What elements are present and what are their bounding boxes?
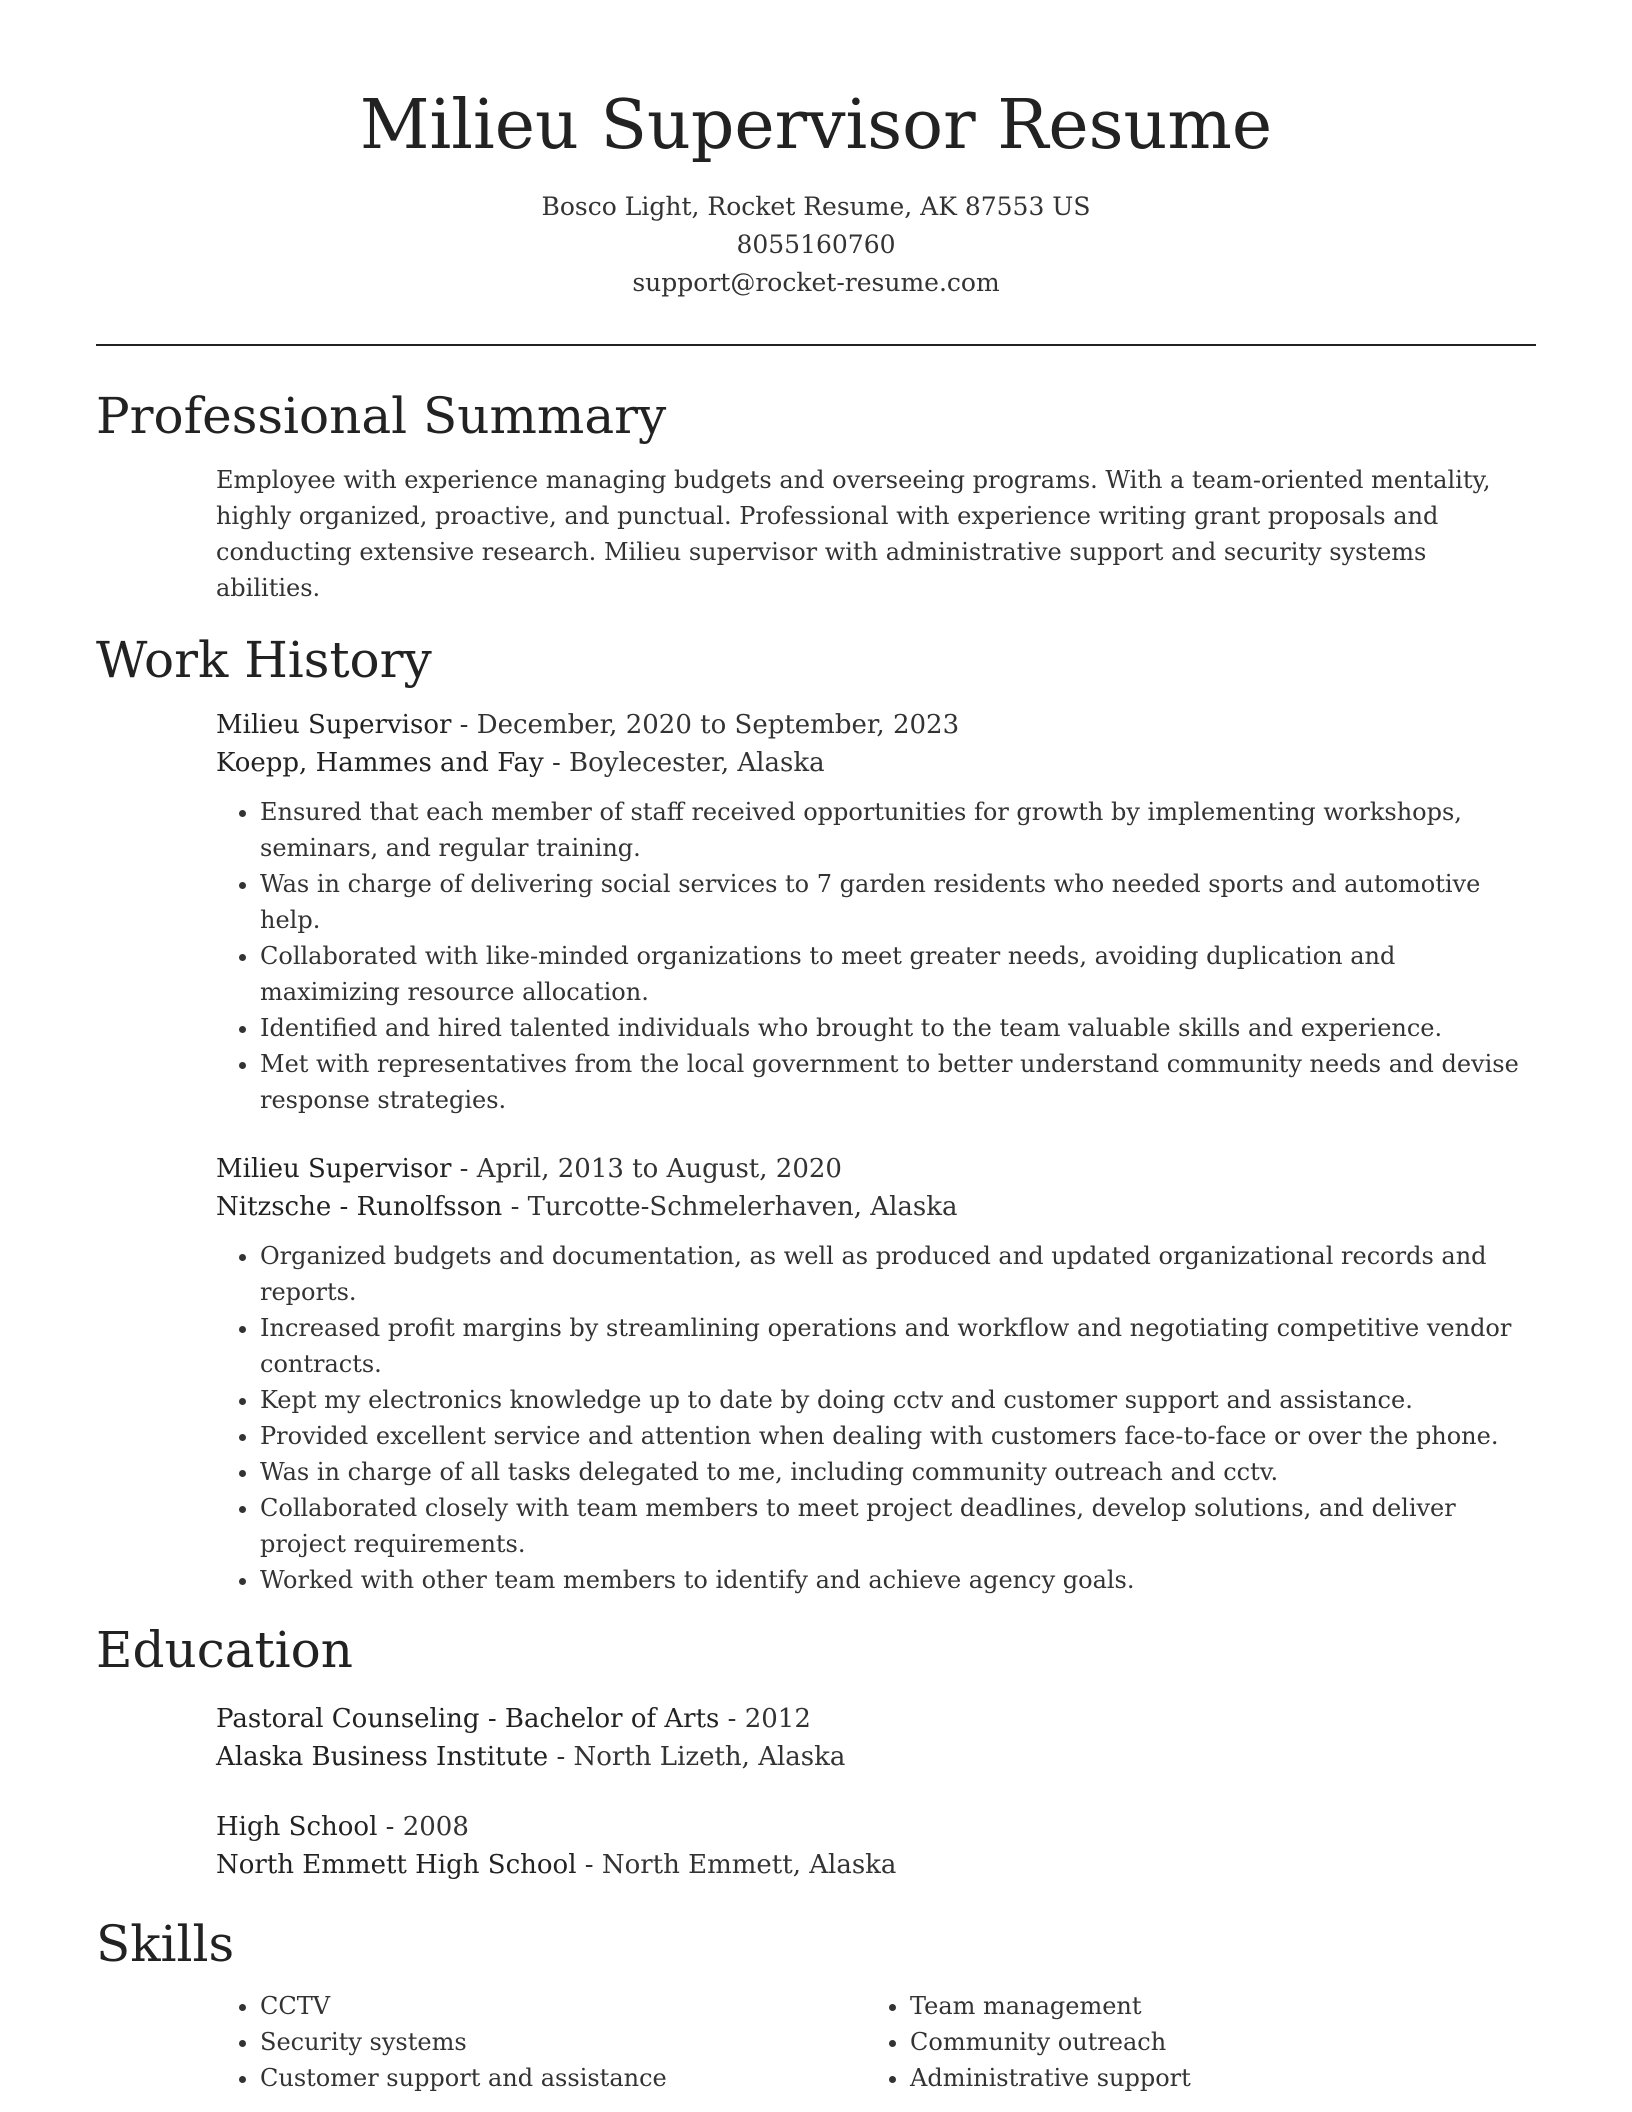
job-company-line xyxy=(216,744,1536,782)
education-heading: Education xyxy=(96,1621,353,1679)
job-bullet: • Identified and hired talented individuals who brought to the team valuable skills and experience. xyxy=(260,1010,1536,1046)
resume-title: Milieu Supervisor Resume xyxy=(359,86,1273,165)
education-school: North Emmett High School xyxy=(216,1850,577,1880)
job-bullet: • Met with representatives from the local government to better understand community needs and devise response strategies. xyxy=(260,1046,1536,1118)
job-location: - Turcotte-Schmelerhaven, Alaska xyxy=(502,1192,958,1222)
contact-block xyxy=(96,188,1536,302)
education-entry xyxy=(216,1808,1536,1884)
job-dates: - December, 2020 to September, 2023 xyxy=(451,710,960,740)
education-year: - 2008 xyxy=(377,1812,469,1842)
job-bullet: • Was in charge of all tasks delegated to me, including community outreach and cctv. xyxy=(260,1454,1536,1490)
skill-item: • Customer support and assistance xyxy=(260,2060,866,2096)
job-dates: - April, 2013 to August, 2020 xyxy=(451,1154,842,1184)
job-title-line xyxy=(216,706,1536,744)
job-bullets xyxy=(216,1238,1536,1598)
contact-email: support@rocket-resume.com xyxy=(632,268,1000,297)
job-bullet: • Was in charge of delivering social services to 7 garden residents who needed sports and automotive help. xyxy=(260,866,1536,938)
job-bullet: • Ensured that each member of staff received opportunities for growth by implementing workshops, seminars, and regular training. xyxy=(260,794,1536,866)
job-bullet: • Collaborated closely with team members to meet project deadlines, develop solutions, and deliver project requirements. xyxy=(260,1490,1536,1562)
education-year: - 2012 xyxy=(719,1704,811,1734)
education-degree: High School xyxy=(216,1812,378,1842)
job-entry xyxy=(216,1150,1536,1598)
job-bullet: • Collaborated with like-minded organizations to meet greater needs, avoiding duplication and maximizing resource allocation. xyxy=(260,938,1536,1010)
skill-item: • Team management xyxy=(910,1988,1516,2024)
education-degree-line xyxy=(216,1808,1536,1846)
skill-item: • Security systems xyxy=(260,2024,866,2060)
skill-item: • CCTV xyxy=(260,1988,866,2024)
job-entry xyxy=(216,706,1536,1118)
job-bullets xyxy=(216,794,1536,1118)
summary-text: Employee with experience managing budgets and overseeing programs. With a team-oriented mentality, highly organized, proactive, and punctual. Professional with experience writing grant proposals and conducting extensive research. Milieu supervisor with administrative support and security systems abilities. xyxy=(216,466,1491,602)
job-bullet: • Worked with other team members to identify and achieve agency goals. xyxy=(260,1562,1536,1598)
resume-header xyxy=(96,0,1536,302)
job-title-line xyxy=(216,1150,1536,1188)
job-bullet: • Kept my electronics knowledge up to date by doing cctv and customer support and assistance. xyxy=(260,1382,1536,1418)
education-location: - North Lizeth, Alaska xyxy=(548,1742,846,1772)
job-company-line xyxy=(216,1188,1536,1226)
job-position: Milieu Supervisor xyxy=(216,1154,452,1184)
skills-heading: Skills xyxy=(96,1915,235,1973)
skill-item: • Community outreach xyxy=(910,2024,1516,2060)
education-school-line xyxy=(216,1846,1536,1884)
education-school: Alaska Business Institute xyxy=(216,1742,549,1772)
skills-grid xyxy=(216,1988,1536,2096)
job-bullet: • Provided excellent service and attention when dealing with customers face-to-face or over the phone. xyxy=(260,1418,1536,1454)
job-location: - Boylecester, Alaska xyxy=(543,748,825,778)
skill-item: • Administrative support xyxy=(910,2060,1516,2096)
job-bullet: • Increased profit margins by streamlining operations and workflow and negotiating competitive vendor contracts. xyxy=(260,1310,1536,1382)
education-entry xyxy=(216,1700,1536,1776)
education-school-line xyxy=(216,1738,1536,1776)
skills-column-left xyxy=(216,1988,866,2096)
contact-address: Bosco Light, Rocket Resume, AK 87553 US xyxy=(541,192,1091,221)
header-divider xyxy=(96,344,1536,346)
job-company: Nitzsche - Runolfsson xyxy=(216,1192,503,1222)
education-degree-line xyxy=(216,1700,1536,1738)
contact-phone: 8055160760 xyxy=(736,230,896,259)
work-history-heading: Work History xyxy=(96,631,432,689)
skills-column-right xyxy=(866,1988,1516,2096)
job-company: Koepp, Hammes and Fay xyxy=(216,748,544,778)
education-degree: Pastoral Counseling - Bachelor of Arts xyxy=(216,1704,720,1734)
job-position: Milieu Supervisor xyxy=(216,710,452,740)
job-bullet: • Organized budgets and documentation, as well as produced and updated organizational records and reports. xyxy=(260,1238,1536,1310)
summary-heading: Professional Summary xyxy=(96,387,667,445)
education-location: - North Emmett, Alaska xyxy=(576,1850,897,1880)
